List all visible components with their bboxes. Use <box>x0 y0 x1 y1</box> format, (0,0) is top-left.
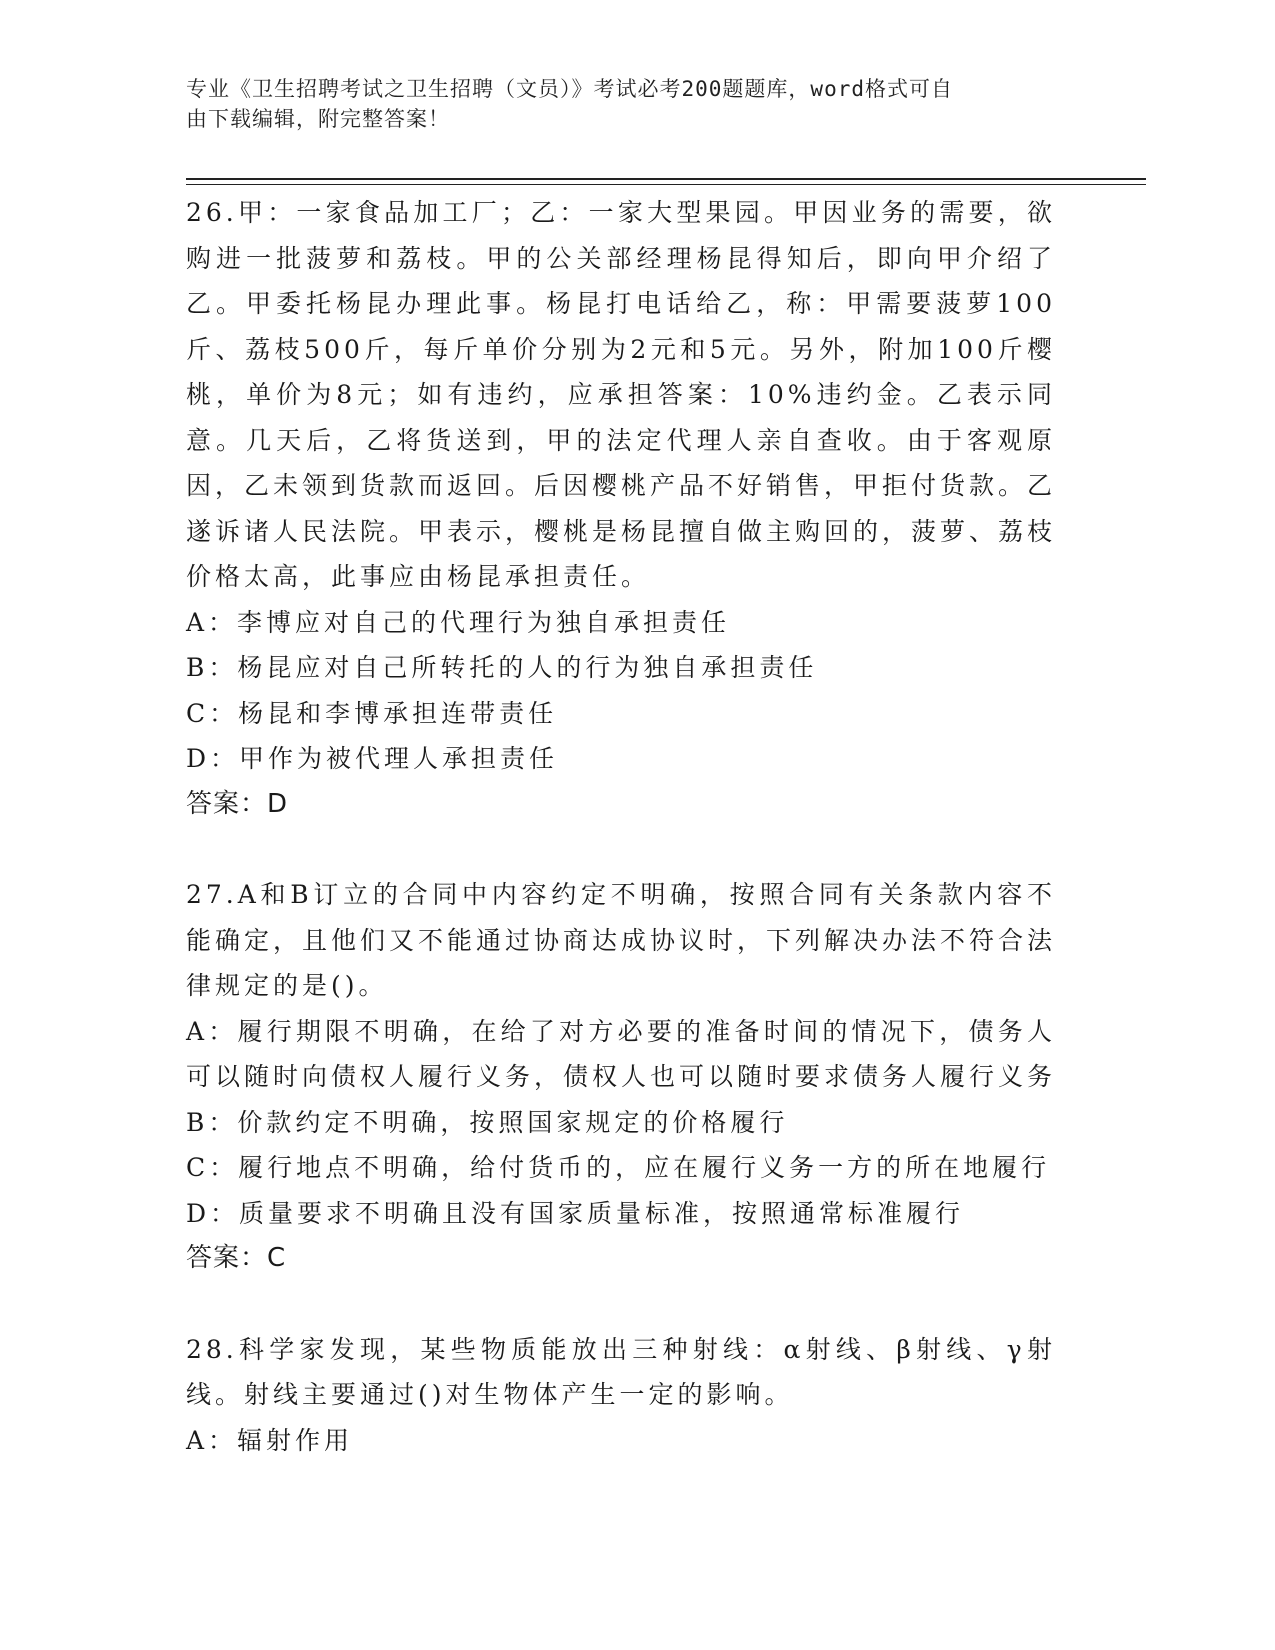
question-27 <box>186 872 1056 1282</box>
header-line-2: 由下载编辑，附完整答案！ <box>186 107 450 131</box>
question-list <box>186 190 1056 1463</box>
option-a: A：履行期限不明确，在给了对方必要的准备时间的情况下，债务人可以随时向债权人履行义务，债权人也可以随时要求债务人履行义务 <box>186 1016 1057 1091</box>
option-b: B：杨昆应对自己所转托的人的行为独自承担责任 <box>186 653 818 682</box>
question-stem: 28.科学家发现，某些物质能放出三种射线：α射线、β射线、γ射线。射线主要通过()对生物体产生一定的影响。 <box>186 1334 1056 1409</box>
header-line-1: 专业《卫生招聘考试之卫生招聘（文员）》考试必考200题题库，word格式可自 <box>186 77 953 101</box>
header-divider-thick <box>186 178 1146 180</box>
option-c: C：履行地点不明确，给付货币的，应在履行义务一方的所在地履行 <box>186 1153 1051 1182</box>
document-header <box>186 74 1086 134</box>
question-stem: 27.A和B订立的合同中内容约定不明确，按照合同有关条款内容不能确定，且他们又不能通过协商达成协议时，下列解决办法不符合法律规定的是()。 <box>186 880 1057 1000</box>
option-b: B：价款约定不明确，按照国家规定的价格履行 <box>186 1107 789 1137</box>
option-a: A：辐射作用 <box>186 1425 354 1455</box>
header-divider-thin <box>186 184 1146 185</box>
answer-line: 答案：C <box>186 1243 287 1273</box>
question-26 <box>186 190 1056 827</box>
question-spacer <box>186 827 1056 872</box>
answer-line: 答案：D <box>186 788 289 819</box>
option-c: C：杨昆和李博承担连带责任 <box>186 698 558 728</box>
question-28 <box>186 1327 1056 1464</box>
question-spacer <box>186 1282 1056 1327</box>
option-d: D：质量要求不明确且没有国家质量标准，按照通常标准履行 <box>186 1198 965 1228</box>
question-stem: 26.甲：一家食品加工厂；乙：一家大型果园。甲因业务的需要，欲购进一批菠萝和荔枝。甲的公关部经理杨昆得知后，即向甲介绍了乙。甲委托杨昆办理此事。杨昆打电话给乙，称：甲需要菠萝100斤、荔枝500斤，每斤单价分别为2元和5元。另外，附加100斤樱桃，单价为8元；如有违约，应承担答案：10%违约金。乙表示同意。几天后，乙将货送到，甲的法定代理人亲自查收。由于客观原因，乙未领到货款而返回。后因樱桃产品不好销售，甲拒付货款。乙遂诉诸人民法院。甲表示，樱桃是杨昆擅自做主购回的，菠萝、荔枝价格太高，此事应由杨昆承担责任。 <box>186 198 1057 591</box>
option-a: A：李博应对自己的代理行为独自承担责任 <box>186 607 731 637</box>
option-d: D：甲作为被代理人承担责任 <box>186 744 559 773</box>
